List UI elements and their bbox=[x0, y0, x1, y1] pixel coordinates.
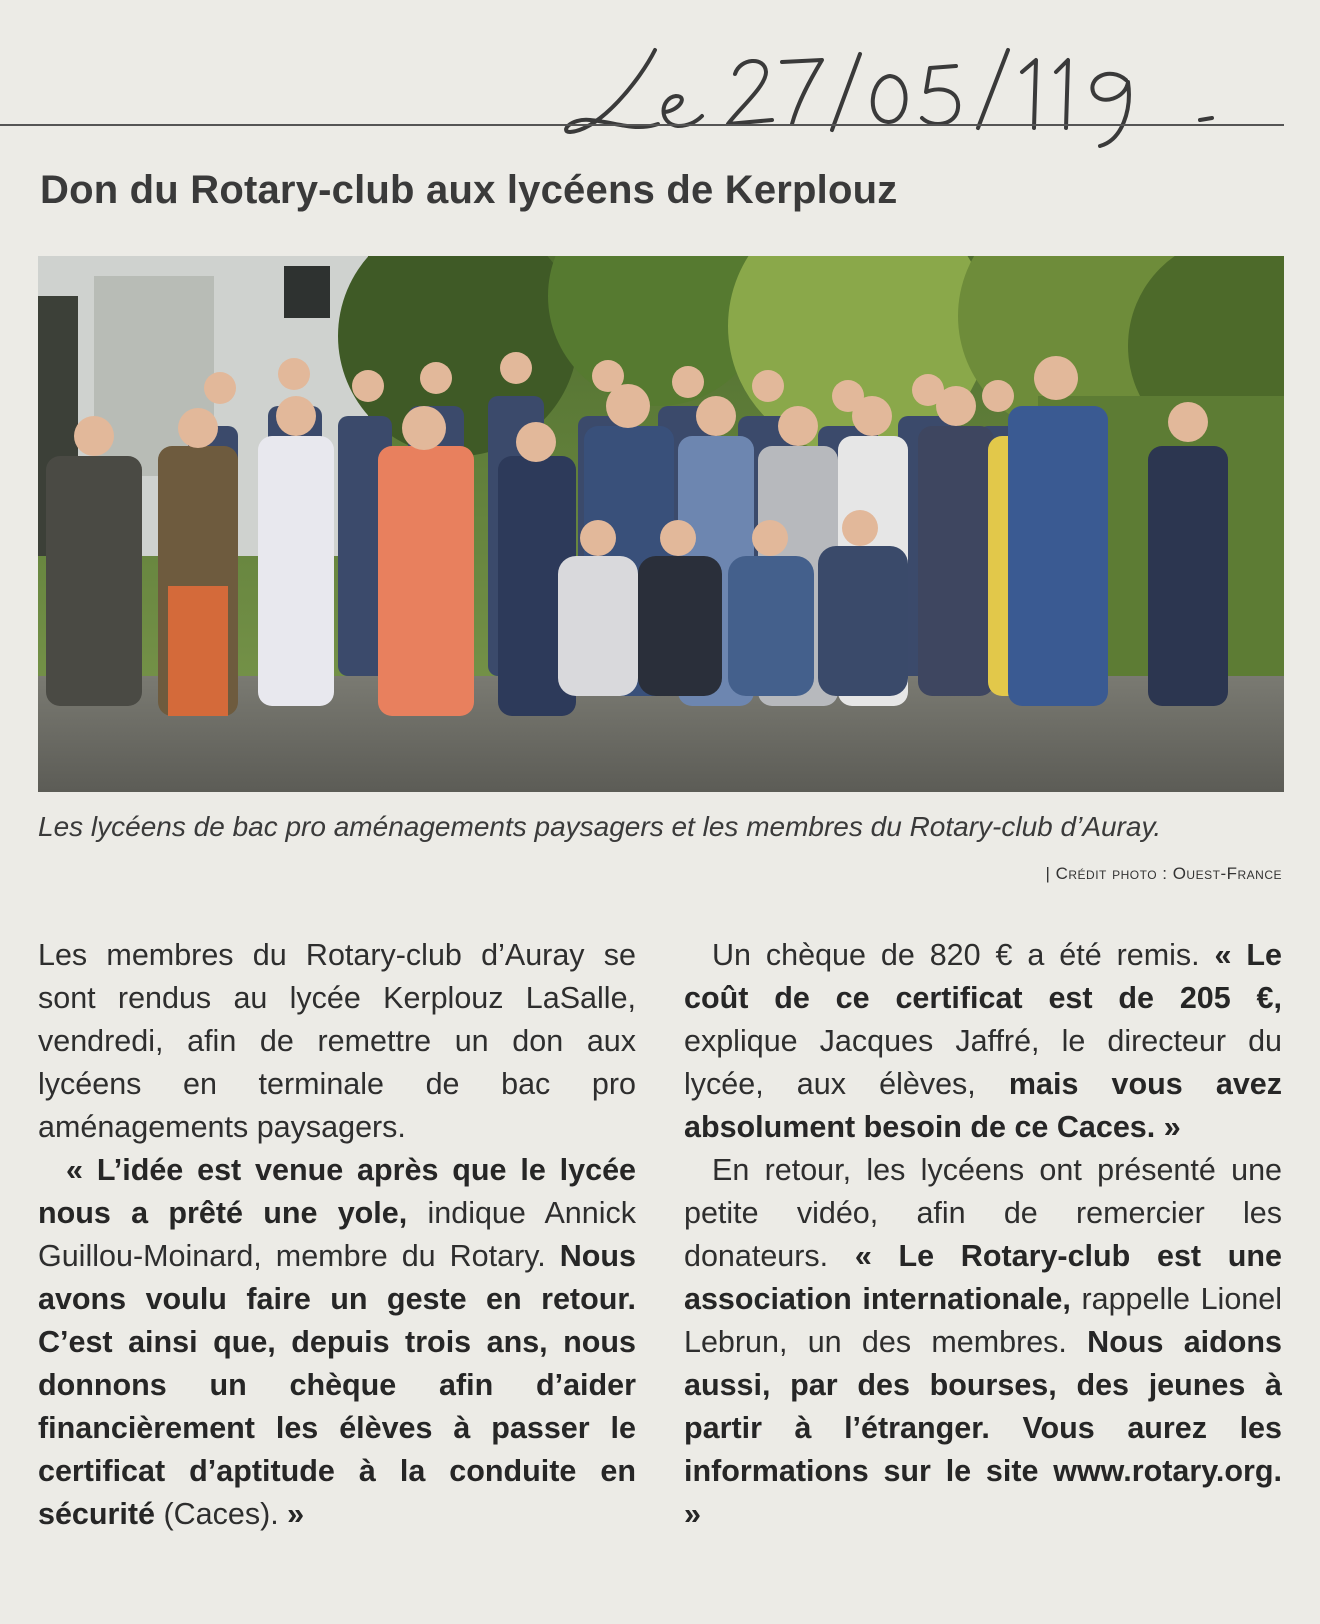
photo-caption: Les lycéens de bac pro aménagements paysagers et les membres du Rotary-club d’Auray. bbox=[38, 811, 1162, 842]
quote-text: Nous avons voulu faire un geste en retour. C’est ainsi que, depuis trois ans, nous donnons un chèque afin d’aider financièrement les élèves à passer le certificat d’aptitude à la conduite en sécurité bbox=[38, 1239, 636, 1531]
quote-text: « Le coût de ce certificat est de 205 €, bbox=[684, 938, 1282, 1015]
quote-text: « L’idée est venue après que le lycée nous a prêté une yole, bbox=[38, 1153, 636, 1230]
left-paragraph-2 bbox=[38, 1149, 636, 1536]
attribution-text: explique Jacques Jaffré, le directeur du lycée, aux élèves, bbox=[684, 1024, 1282, 1101]
attribution-text: rappelle Lionel Lebrun, un des membres. bbox=[684, 1282, 1282, 1359]
quote-close: » bbox=[278, 1497, 305, 1531]
group-photo-illustration bbox=[38, 256, 1284, 792]
plain-text: Un chèque de 820 € a été remis. bbox=[712, 938, 1200, 972]
article-column-right bbox=[684, 934, 1282, 1536]
header-rule bbox=[0, 124, 1284, 126]
photo-credit: | Crédit photo : Ouest-France bbox=[1045, 864, 1282, 883]
plain-text: En retour, les lycéens ont présenté une petite vidéo, afin de remercier les donateurs. bbox=[684, 1153, 1282, 1273]
quote-text: Nous aidons aussi, par des bourses, des jeunes à partir à l’étranger. Vous aurez les informations sur le site www.rotary.org. » bbox=[684, 1325, 1282, 1531]
article-headline: Don du Rotary-club aux lycéens de Kerplouz bbox=[40, 168, 898, 212]
group-photo bbox=[38, 256, 1284, 792]
article-column-left bbox=[38, 934, 636, 1536]
quote-text: mais vous avez absolument besoin de ce Caces. » bbox=[684, 1067, 1283, 1144]
handwritten-date bbox=[560, 20, 1280, 150]
quote-text: « Le Rotary-club est une association internationale, bbox=[684, 1239, 1282, 1316]
left-paragraph-1: Les membres du Rotary-club d’Auray se sont rendus au lycée Kerplouz LaSalle, vendredi, afin de remettre un don aux lycéens en terminale de bac pro aménagements paysagers. bbox=[38, 938, 636, 1144]
attribution-text: indique Annick Guillou-Moinard, membre du Rotary. bbox=[38, 1196, 636, 1273]
right-paragraph-2 bbox=[684, 1149, 1282, 1536]
right-paragraph-1 bbox=[684, 934, 1282, 1149]
plain-text: (Caces). bbox=[154, 1497, 279, 1531]
